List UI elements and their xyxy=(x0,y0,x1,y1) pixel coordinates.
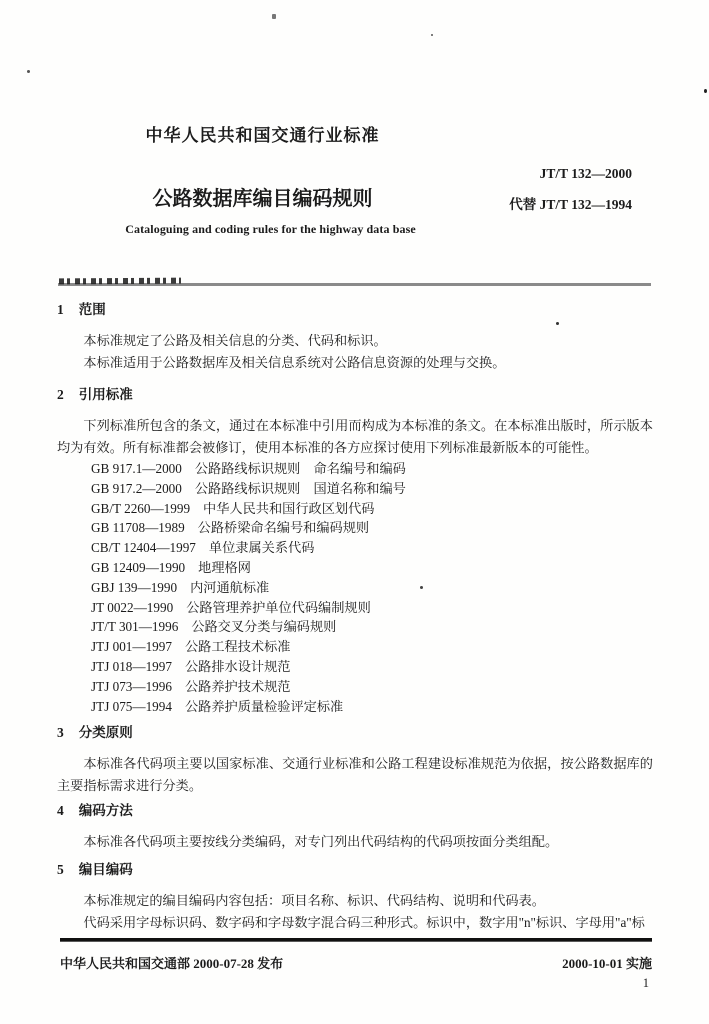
section-heading xyxy=(57,725,653,741)
standard-code: JTJ 075—1994 xyxy=(91,698,172,714)
section-classification-principles xyxy=(57,725,653,796)
standard-number: JT/T 132—2000 xyxy=(539,166,632,181)
standard-code: GB 917.2—2000 xyxy=(91,480,182,496)
standard-code: GB 12409—1990 xyxy=(91,559,186,575)
standard-code: JTJ 018—1997 xyxy=(91,658,172,674)
section-heading xyxy=(57,302,653,318)
standard-code: JT/T 301—1996 xyxy=(91,619,179,635)
scan-speck xyxy=(704,89,707,93)
standard-reference xyxy=(57,518,653,538)
standard-name: 公路交叉分类与编码规则 xyxy=(191,619,337,635)
standard-reference xyxy=(57,657,653,677)
paragraph: 本标准各代码项主要以国家标准、交通行业标准和公路工程建设标准规范为依据，按公路数据库的主要指标需求进行分类。 xyxy=(57,756,653,793)
section-title: 编码方法 xyxy=(78,803,133,818)
standard-reference xyxy=(57,677,653,697)
scan-speck xyxy=(27,70,30,73)
standard-reference xyxy=(57,578,653,598)
section-cataloguing-coding xyxy=(57,862,653,933)
standard-name: 公路排水设计规范 xyxy=(184,658,291,674)
standard-reference xyxy=(57,499,653,519)
standard-name: 内河通航标准 xyxy=(190,579,270,595)
standard-name: 单位隶属关系代码 xyxy=(208,540,315,556)
section-title: 范围 xyxy=(78,302,106,317)
page-number: 1 xyxy=(642,976,649,990)
issue-statement: 中华人民共和国交通部 2000-07-28 发布 xyxy=(60,956,284,971)
standard-name: 公路桥梁命名编号和编码规则 xyxy=(197,520,370,536)
effective-statement: 2000-10-01 实施 xyxy=(562,956,652,971)
section-scope xyxy=(57,302,653,373)
standard-reference xyxy=(57,479,653,499)
footer-divider xyxy=(60,938,652,942)
paragraph: 本标准规定的编目编码内容包括：项目名称、标识、代码结构、说明和代码表。 xyxy=(83,893,545,908)
standard-code: JTJ 001—1997 xyxy=(91,639,172,655)
standard-reference xyxy=(57,617,653,637)
standard-code: GB/T 2260—1999 xyxy=(91,500,191,516)
scan-speck xyxy=(431,34,433,36)
standard-reference xyxy=(57,697,653,717)
standard-name: 公路工程技术标准 xyxy=(184,639,291,655)
section-normative-references xyxy=(57,387,653,716)
standard-name: 中华人民共和国行政区划代码 xyxy=(203,500,375,516)
standard-code: JT 0022—1990 xyxy=(91,599,174,615)
standard-code: GB 917.1—2000 xyxy=(91,461,182,476)
standard-reference xyxy=(57,598,653,618)
standard-reference xyxy=(57,637,653,657)
standard-name: 公路路线标识规则 命名编号和编码 xyxy=(194,461,406,476)
standard-code: GB 11708—1989 xyxy=(91,520,185,536)
standard-name: 公路养护技术规范 xyxy=(184,678,291,694)
replaces-note: 代替 JT/T 132—1994 xyxy=(509,197,632,212)
standard-code: JTJ 073—1996 xyxy=(91,678,172,694)
section-heading xyxy=(57,803,653,819)
section-number: 5 xyxy=(57,862,64,877)
paragraph: 本标准各代码项主要按线分类编码，对专门列出代码结构的代码项按面分类组配。 xyxy=(83,834,559,849)
standard-reference xyxy=(57,459,653,479)
document-title: 公路数据库编目编码规则 xyxy=(152,188,373,210)
section-heading xyxy=(57,387,653,403)
section-number: 2 xyxy=(57,387,64,402)
section-number: 1 xyxy=(57,302,64,317)
section-number: 4 xyxy=(57,803,64,818)
referenced-standards-list xyxy=(57,459,653,716)
standard-category-title: 中华人民共和国交通行业标准 xyxy=(145,126,380,145)
section-title: 引用标准 xyxy=(78,387,133,402)
paragraph: 本标准适用于公路数据库及相关信息系统对公路信息资源的处理与交换。 xyxy=(83,354,506,370)
section-heading xyxy=(57,862,653,878)
paragraph: 本标准规定了公路及相关信息的分类、代码和标识。 xyxy=(83,333,387,348)
section-title: 分类原则 xyxy=(78,725,133,740)
paragraph: 下列标准所包含的条文，通过在本标准中引用而构成为本标准的条文。在本标准出版时，所示版本均为有效。所有标准都会被修订，使用本标准的各方应探讨使用下列标准最新版本的可能性。 xyxy=(57,418,653,455)
standard-reference xyxy=(57,538,653,558)
standard-name: 公路管理养护单位代码编制规则 xyxy=(186,599,371,615)
section-title: 编目编码 xyxy=(78,862,133,877)
standard-name: 公路养护质量检验评定标准 xyxy=(184,698,344,714)
standard-code: GBJ 139—1990 xyxy=(91,579,178,595)
standard-name: 公路路线标识规则 国道名称和编号 xyxy=(194,480,406,496)
english-subtitle: Cataloguing and coding rules for the highway data base xyxy=(125,222,416,236)
scan-smudge xyxy=(59,278,181,285)
standard-name: 地理格网 xyxy=(198,559,251,575)
standard-code: CB/T 12404—1997 xyxy=(91,540,196,556)
paragraph: 代码采用字母标识码、数字码和字母数字混合码三种形式。标识中，数字用"n"标识、字母用"a"标 xyxy=(83,914,645,930)
section-number: 3 xyxy=(57,725,64,740)
scan-speck xyxy=(272,14,276,19)
standard-reference xyxy=(57,558,653,578)
section-coding-method xyxy=(57,803,653,853)
